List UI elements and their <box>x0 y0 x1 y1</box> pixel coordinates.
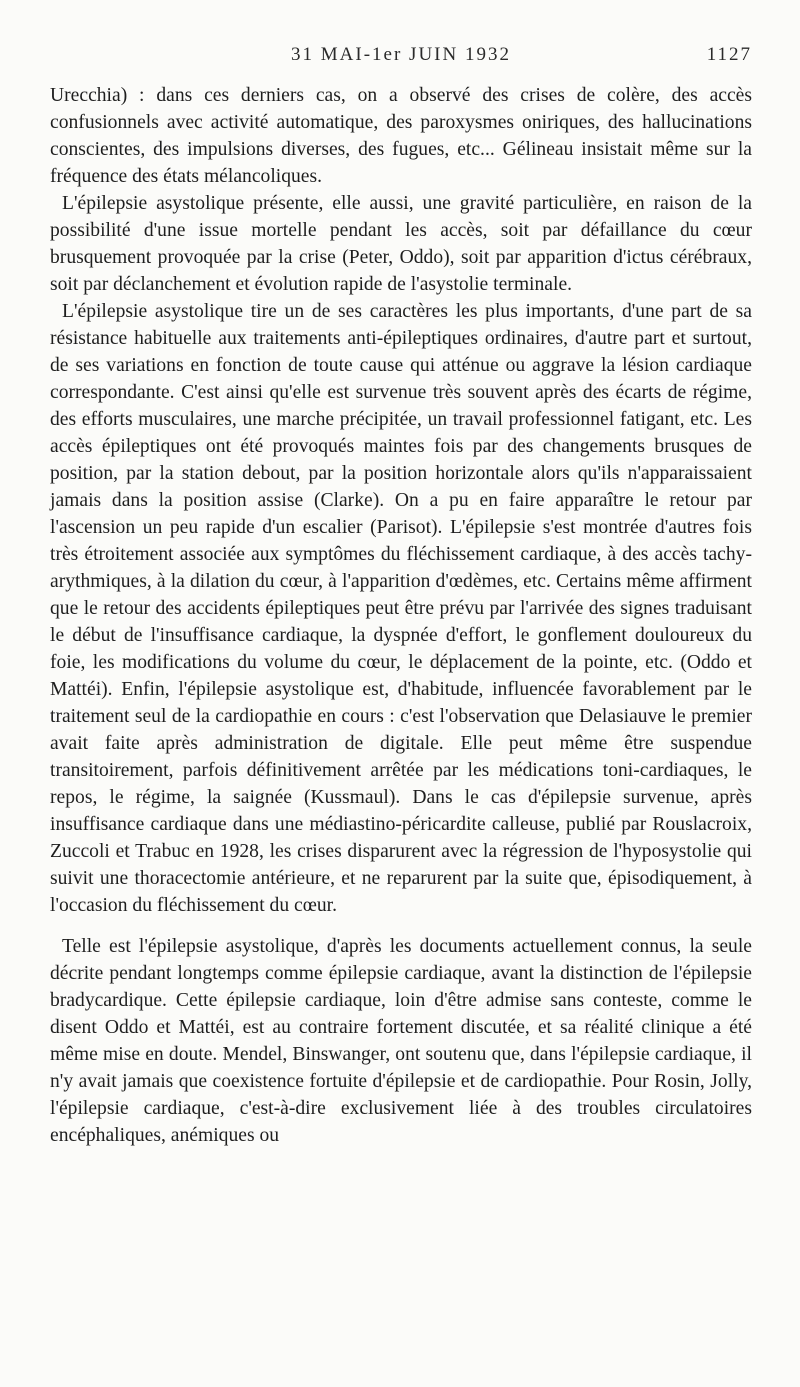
paragraph-1: Urecchia) : dans ces derniers cas, on a observé des crises de colère, des accès confusionnels avec activité automatique, des paroxysmes oniriques, des hallucinations conscientes, des impulsions diverses, des fugues, etc... Gélineau insistait même sur la fréquence des états mélancoliques. <box>50 85 752 187</box>
running-title: 31 MAI-1er JUIN 1932 <box>291 44 511 65</box>
body-text <box>50 82 752 1149</box>
page-number: 1127 <box>706 44 752 65</box>
paragraph-3: L'épilepsie asystolique tire un de ses caractères les plus importants, d'une part de sa résistance habituelle aux traitements anti-épileptiques ordinaires, d'autre part et surtout, de ses variations en fonction de toute cause qui atténue ou aggrave la lésion cardiaque correspondante. C'est ainsi qu'elle est survenue très souvent après des écarts de régime, des efforts musculaires, une marche précipitée, un travail professionnel fatigant, etc. Les accès épileptiques ont été provoqués maintes fois par des changements brusques de position, par la station debout, par la position horizontale alors qu'ils n'apparaissaient jamais dans la position assise (Clarke). On a pu en faire apparaître le retour par l'ascension un peu rapide d'un escalier (Parisot). L'épilepsie s'est montrée d'autres fois très étroitement associée aux symptômes du fléchissement cardiaque, à des accès tachy-arythmiques, à la dilation du cœur, à l'apparition d'œdèmes, etc. Certains même affirment que le retour des accidents épileptiques peut être prévu par l'arrivée des signes traduisant le début de l'insuffisance cardiaque, la dyspnée d'effort, le gonflement douloureux du foie, les modifications du volume du cœur, le déplacement de la pointe, etc. (Oddo et Mattéi). Enfin, l'épilepsie asystolique est, d'habitude, influencée favorablement par le traitement seul de la cardiopathie en cours : c'est l'observation que Delasiauve le premier avait faite après administration de digitale. Elle peut même être suspendue transitoirement, parfois définitivement arrêtée par les médications toni-cardiaques, le repos, le régime, la saignée (Kussmaul). Dans le cas d'épilepsie survenue, après insuffisance cardiaque dans une médiastino-péricardite calleuse, publié par Rouslacroix, Zuccoli et Trabuc en 1928, les crises disparurent avec la régression de l'hyposystolie qui suivit une thoracectomie antérieure, et ne reparurent par la suite que, épisodiquement, à l'occasion du fléchissement du cœur. <box>50 301 752 916</box>
page-header <box>50 44 752 74</box>
paragraph-4: Telle est l'épilepsie asystolique, d'après les documents actuellement connus, la seule décrite pendant longtemps comme épilepsie cardiaque, avant la distinction de l'épilepsie bradycardique. Cette épilepsie cardiaque, loin d'être admise sans conteste, comme le disent Oddo et Mattéi, est au contraire fortement discutée, et sa réalité clinique a été même mise en doute. Mendel, Binswanger, ont soutenu que, dans l'épilepsie cardiaque, il n'y avait jamais que coexistence fortuite d'épilepsie et de cardiopathie. Pour Rosin, Jolly, l'épilepsie cardiaque, c'est-à-dire exclusivement liée à des troubles circulatoires encéphaliques, anémiques ou <box>50 936 752 1146</box>
paragraph-2: L'épilepsie asystolique présente, elle aussi, une gravité particulière, en raison de la possibilité d'une issue mortelle pendant les accès, soit par défaillance du cœur brusquement provoquée par la crise (Peter, Oddo), soit par apparition d'ictus cérébraux, soit par déclanchement et évolution rapide de l'asystolie terminale. <box>50 193 752 295</box>
